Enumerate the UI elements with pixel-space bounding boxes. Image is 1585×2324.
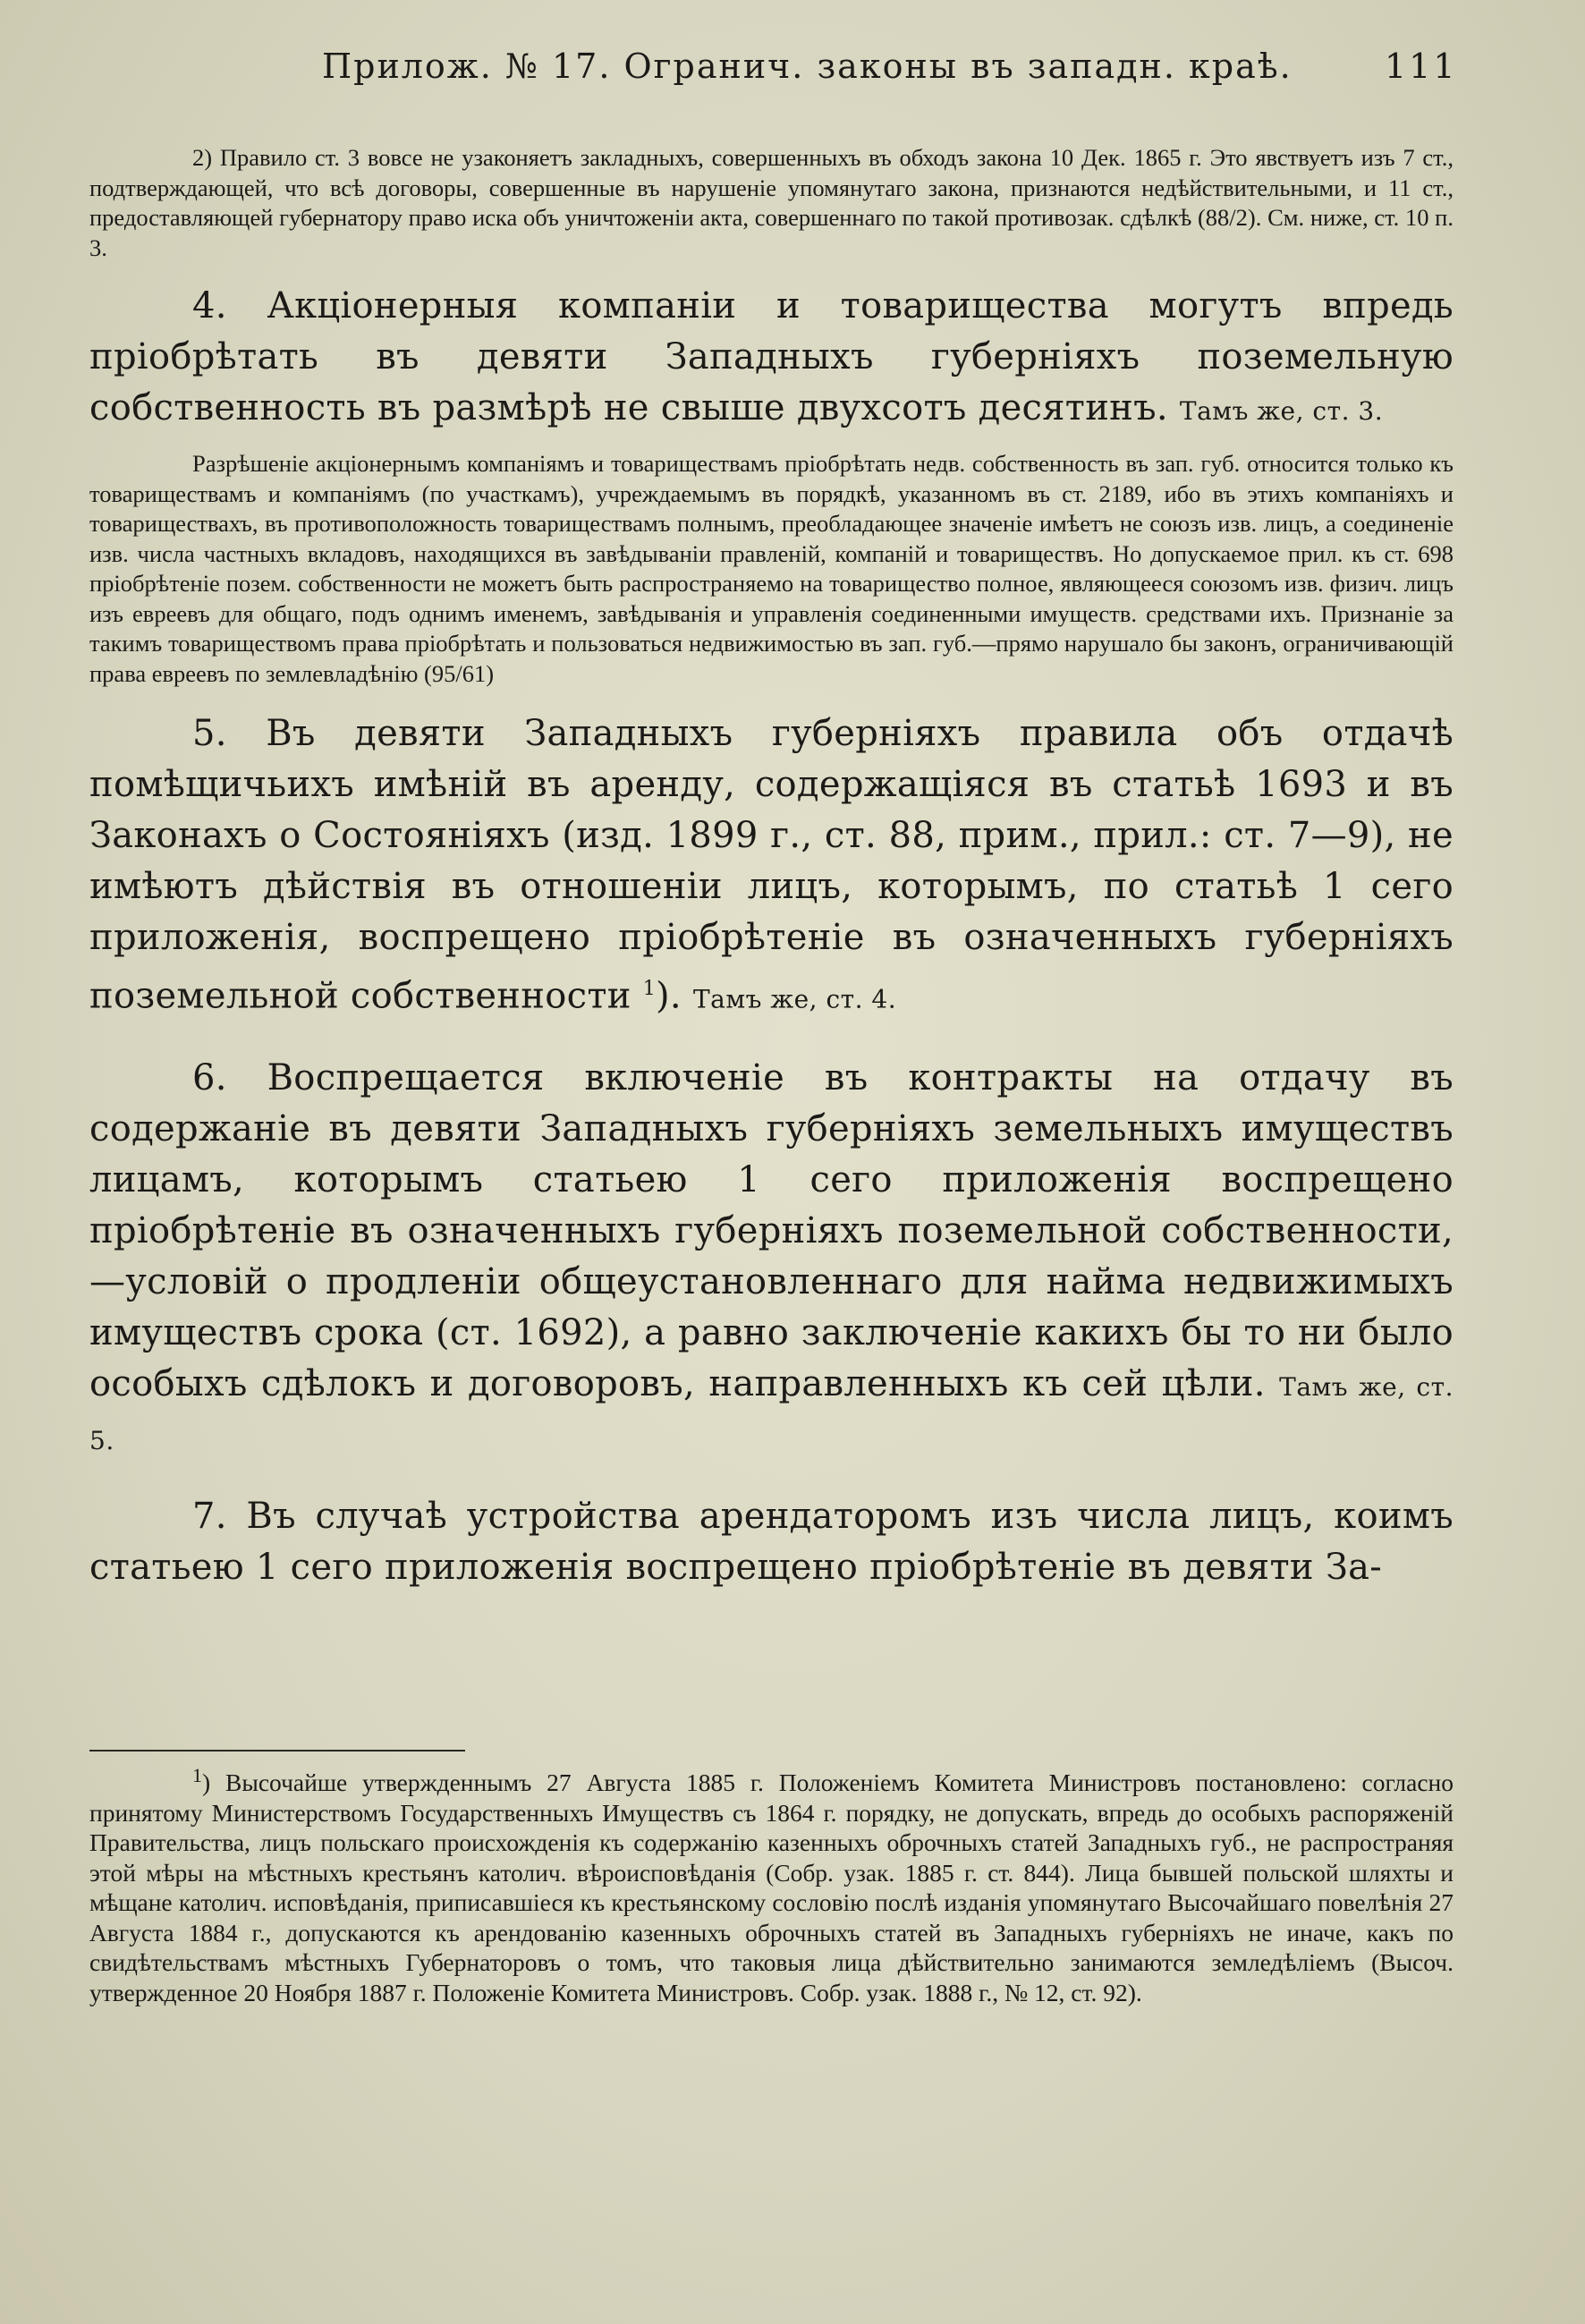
article-7-text: 7. Въ случаѣ устройства арендаторомъ изъ числа лицъ, коимъ статьею 1 сего приложенія воспрещено пріобрѣтеніе въ девяти За- (89, 1496, 1454, 1589)
article-4-text: 4. Акціонерныя компаніи и товарищества могутъ впредь пріобрѣтать въ девяти Западныхъ губерніяхъ поземельную собственность въ размѣрѣ не свыше двухсотъ десятинъ. (89, 285, 1454, 428)
running-header (0, 47, 1585, 100)
page-number: 111 (1385, 47, 1458, 86)
note-article-4: Разрѣшеніе акціонернымъ компаніямъ и товариществамъ пріобрѣтать недв. собственность въ зап. губ. относится только къ товариществамъ и компаніямъ (по участкамъ), учреждаемымъ въ порядкѣ, указанномъ въ ст. 2189, ибо въ этихъ компаніяхъ и товариществахъ, въ противоположность товариществамъ полнымъ, преобладающее значеніе имѣетъ не союзъ изв. лицъ, а соединеніе изв. числа частныхъ вкладовъ, находящихся въ завѣдываніи правленій, компаній и товариществъ. Но допускаемое прил. къ ст. 698 пріобрѣтеніе позем. собственности не можетъ быть распространяемо на товарищество полное, являющееся союзомъ изв. физич. лицъ изъ евреевъ для общаго, подъ однимъ именемъ, завѣдыванія и управленія соединенными имуществ. средствами ихъ. Признаніе за такимъ товариществомъ права пріобрѣтать и пользоваться недвижимостью въ зап. губ.—прямо нарушало бы законъ, ограничивающій права евреевъ по землевладѣнію (95/61) (89, 450, 1454, 687)
running-title: Прилож. № 17. Огранич. законы въ западн. краѣ. (322, 47, 1293, 86)
note-2: 2) Правило ст. 3 вовсе не узаконяетъ закладныхъ, совершенныхъ въ обходъ закона 10 Дек. 1865 г. Это явствуетъ изъ 7 ст., подтверждающей, что всѣ договоры, совершенные въ нарушеніе упомянутаго закона, признаются недѣйствительными, и 11 ст., предоставляющей губернатору право иска объ уничтоженіи акта, совершеннаго по такой противозак. сдѣлкѣ (88/2). См. ниже, ст. 10 п. 3. (89, 144, 1454, 261)
article-7 (89, 1491, 1454, 1593)
footnote-divider (89, 1750, 465, 1751)
article-5-ref: Тамъ же, ст. 4. (692, 984, 897, 1014)
footnote-text: ) Высочайше утвержденнымъ 27 Августа 1885 г. Положеніемъ Комитета Министровъ постановлено: согласно принятому Министерствомъ Государственныхъ Имуществъ съ 1864 г. порядку, не допускать, впредь до особыхъ распоряженій Правительства, лицъ польскаго происхожденія къ содержанію казенныхъ оброчныхъ статей Западныхъ губ., не распространяя этой мѣры на мѣстныхъ крестьянъ католич. вѣроисповѣданія (Собр. узак. 1885 г. ст. 844). Лица бывшей польской шляхты и мѣщане католич. исповѣданія, приписавшіеся къ крестьянскому сословію послѣ изданія упомянутаго Высочайшаго повелѣнія 27 Августа 1884 г., допускаются къ арендованію казенныхъ оброчныхъ статей въ Западныхъ губерніяхъ не иначе, какъ по свидѣтельствамъ мѣстныхъ Губернаторовъ о томъ, что таковыя лица дѣйствительно занимаются земледѣліемъ (Высоч. утвержденное 20 Ноября 1887 г. Положеніе Комитета Министровъ. Собр. узак. 1888 г., № 12, ст. 92). (89, 1768, 1454, 2006)
article-5-after-mark: ). (656, 975, 682, 1017)
main-text (89, 143, 1454, 1593)
article-6-ref: Тамъ же, ст. 5. (89, 1372, 1454, 1456)
footnote (89, 1760, 1454, 2007)
article-6-text: 6. Воспрещается включеніе въ контракты на отдачу въ содержаніе въ девяти Западныхъ губерніяхъ земельныхъ имуществъ лицамъ, которымъ статьею 1 сего приложенія воспрещено пріобрѣтеніе въ означенныхъ губерніяхъ поземельной собственности,—условій о продленіи общеустановленнаго для найма недвижимыхъ имуществъ срока (ст. 1692), а равно заключеніе какихъ бы то ни было особыхъ сдѣлокъ и договоровъ, направленныхъ къ сей цѣли. (89, 1057, 1454, 1405)
article-4 (89, 281, 1454, 437)
article-5 (89, 708, 1454, 1024)
footnote-mark: 1 (192, 1764, 202, 1786)
article-6 (89, 1053, 1454, 1466)
footnote-reference: 1 (642, 978, 657, 1000)
article-5-text: 5. Въ девяти Западныхъ губерніяхъ правила объ отдачѣ помѣщичьихъ имѣній въ аренду, содержащіяся въ статьѣ 1693 и въ Законахъ о Состояніяхъ (изд. 1899 г., ст. 88, прим., прил.: ст. 7—9), не имѣютъ дѣйствія въ отношеніи лицъ, которымъ, по статьѣ 1 сего приложенія, воспрещено пріобрѣтеніе въ означенныхъ губерніяхъ поземельной собственности (89, 713, 1454, 1017)
article-4-ref: Тамъ же, ст. 3. (1179, 396, 1384, 426)
